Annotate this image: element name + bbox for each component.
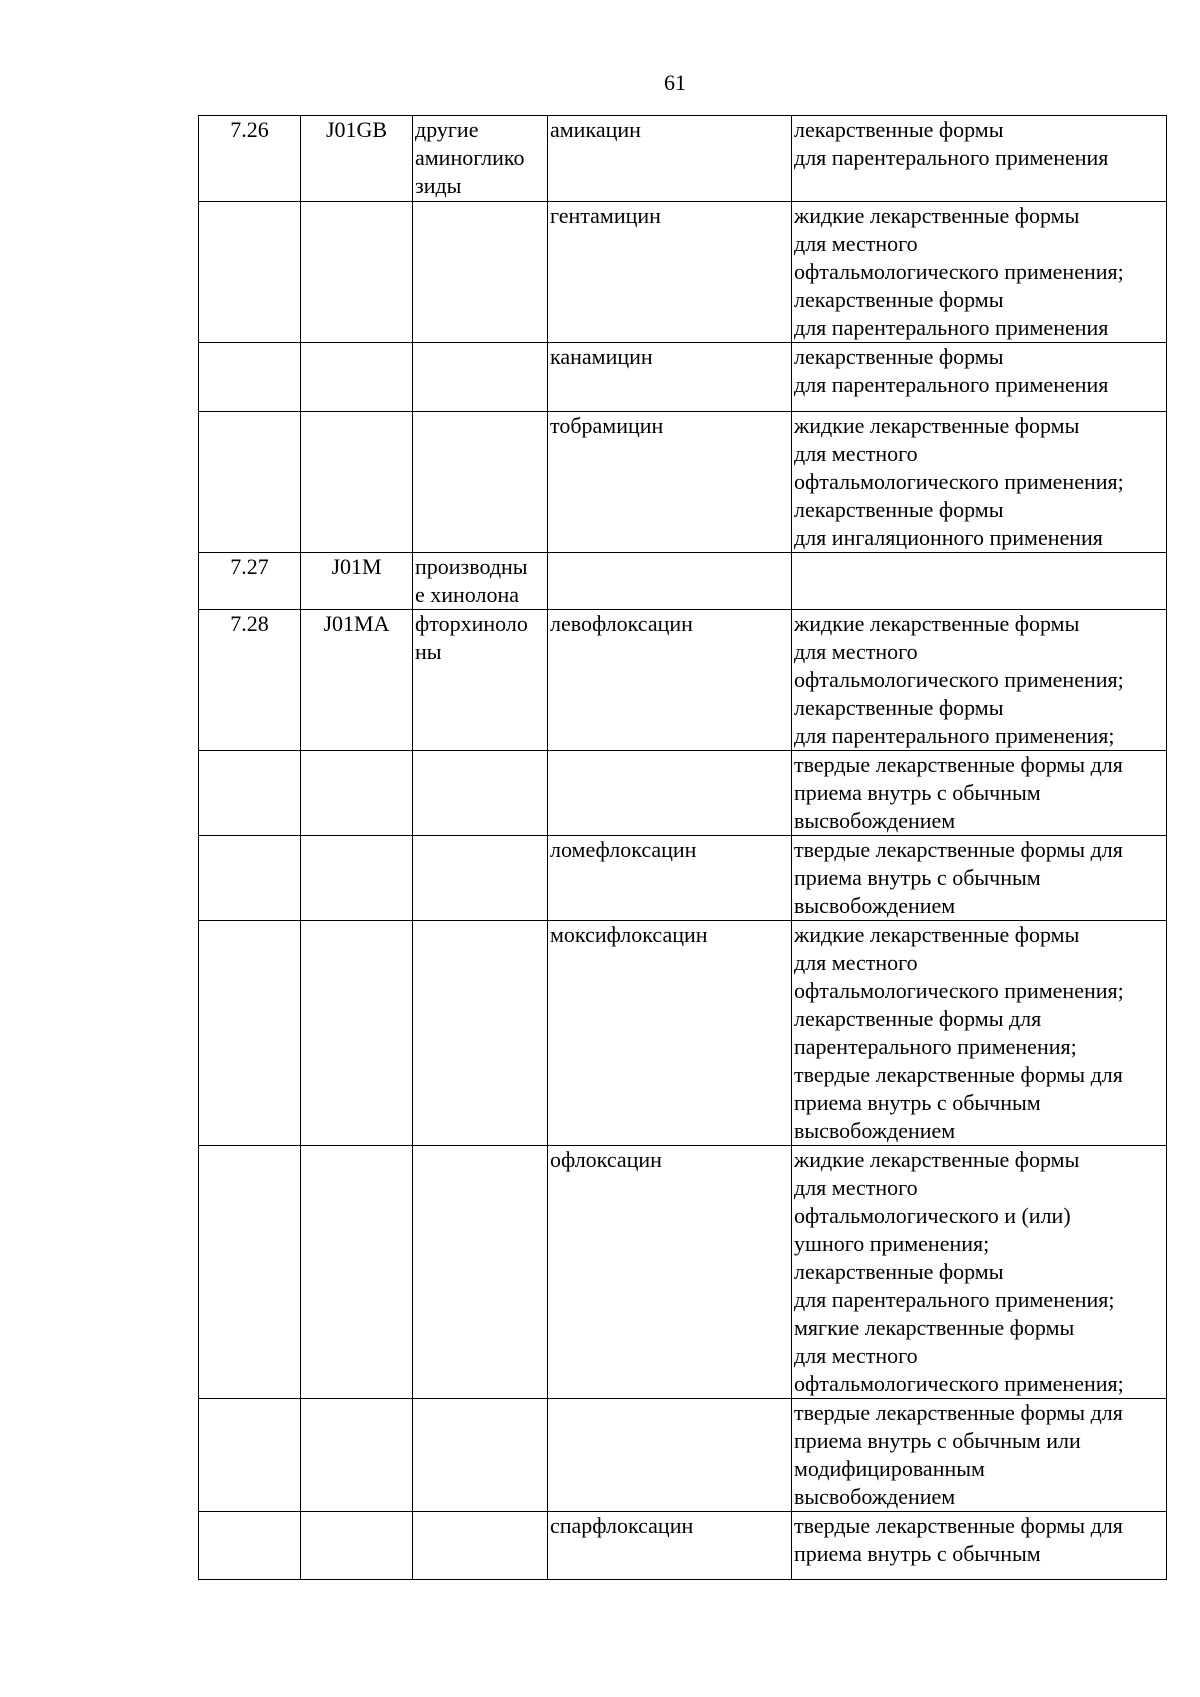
row-number [199,202,301,343]
group-name [413,1146,548,1399]
table-row [199,1512,1167,1580]
atc-code: J01M [301,553,413,610]
table-row [199,553,1167,610]
table-row [199,751,1167,836]
drug-table [198,115,1167,1580]
table-row [199,116,1167,202]
row-number [199,1146,301,1399]
dosage-forms: лекарственные формы для парентерального применения [792,343,1167,412]
atc-code [301,836,413,921]
atc-code [301,1512,413,1580]
drug-name [548,751,792,836]
dosage-forms: жидкие лекарственные формы для местного офтальмологического применения; лекарственные формы для парентерального применения; твердые лекарственные формы для приема внутрь с обычным высвобождением [792,921,1167,1146]
drug-name: моксифлоксацин [548,921,792,1146]
dosage-forms: твердые лекарственные формы для приема внутрь с обычным высвобождением [792,751,1167,836]
dosage-forms: жидкие лекарственные формы для местного офтальмологического применения; лекарственные формы для парентерального применения; [792,610,1167,751]
drug-name: левофлоксацин [548,610,792,751]
table-row [199,202,1167,343]
row-number [199,412,301,553]
dosage-forms: твердые лекарственные формы для приема внутрь с обычным [792,1512,1167,1580]
group-name [413,412,548,553]
drug-name: тобрамицин [548,412,792,553]
group-name [413,1512,548,1580]
row-number: 7.26 [199,116,301,202]
table-row [199,610,1167,751]
table-row [199,412,1167,553]
drug-name: ломефлоксацин [548,836,792,921]
group-name [413,202,548,343]
row-number: 7.28 [199,610,301,751]
atc-code [301,412,413,553]
group-name [413,1399,548,1512]
atc-code [301,751,413,836]
drug-name: гентамицин [548,202,792,343]
drug-name: канамицин [548,343,792,412]
group-name [413,751,548,836]
table-row [199,836,1167,921]
dosage-forms: твердые лекарственные формы для приема внутрь с обычным или модифицированным высвобождением [792,1399,1167,1512]
row-number [199,751,301,836]
atc-code [301,1146,413,1399]
drug-name [548,1399,792,1512]
atc-code: J01MA [301,610,413,751]
drug-name: амикацин [548,116,792,202]
group-name [413,343,548,412]
row-number [199,1399,301,1512]
row-number [199,1512,301,1580]
dosage-forms [792,553,1167,610]
row-number [199,343,301,412]
dosage-forms: жидкие лекарственные формы для местного офтальмологического и (или) ушного применения; лекарственные формы для парентерального применения; мягкие лекарственные формы для местного офтальмологического применения; [792,1146,1167,1399]
drug-name: офлоксацин [548,1146,792,1399]
dosage-forms: жидкие лекарственные формы для местного офтальмологического применения; лекарственные формы для ингаляционного применения [792,412,1167,553]
atc-code [301,1399,413,1512]
atc-code [301,343,413,412]
group-name [413,921,548,1146]
dosage-forms: жидкие лекарственные формы для местного офтальмологического применения; лекарственные формы для парентерального применения [792,202,1167,343]
table-row [199,1399,1167,1512]
drug-name [548,553,792,610]
row-number: 7.27 [199,553,301,610]
atc-code: J01GB [301,116,413,202]
group-name [413,836,548,921]
drug-name: спарфлоксацин [548,1512,792,1580]
row-number [199,921,301,1146]
table-row [199,1146,1167,1399]
dosage-forms: твердые лекарственные формы для приема внутрь с обычным высвобождением [792,836,1167,921]
page-number: 61 [664,70,686,95]
group-name: производны е хинолона [413,553,548,610]
atc-code [301,921,413,1146]
group-name: фторхиноло ны [413,610,548,751]
table-row [199,343,1167,412]
atc-code [301,202,413,343]
dosage-forms: лекарственные формы для парентерального применения [792,116,1167,202]
group-name: другие аминоглико зиды [413,116,548,202]
row-number [199,836,301,921]
table-row [199,921,1167,1146]
